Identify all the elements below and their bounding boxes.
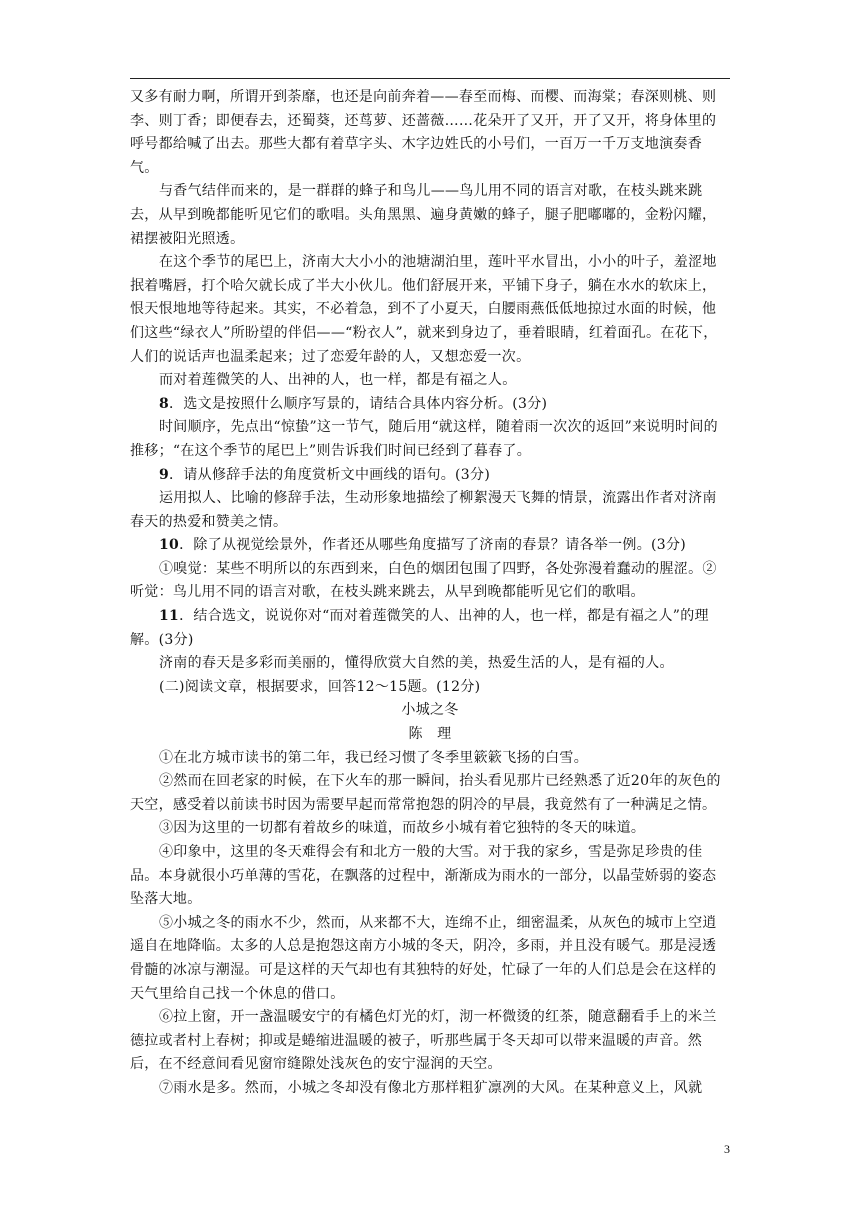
article-paragraph: ①在北方城市读书的第二年，我已经习惯了冬季里簌簌飞扬的白雪。 [159,749,588,766]
header-rule [130,78,730,79]
article-paragraph: ④印象中，这里的冬天难得会有和北方一般的大雪。对于我的家乡，雪是弥足珍贵的佳品。本身就很小巧单薄的雪花，在飘落的过程中，渐渐成为雨水的一部分，以晶莹娇弱的姿态坠落大地。 [130,844,717,908]
answer-10: ①嗅觉：某些不明所以的东西到来，白色的烟团包围了四野，各处弥漫着蠢动的腥涩。②听觉：鸟儿用不同的语言对歌，在枝头跳来跳去，从早到晚都能听见它们的歌唱。 [130,560,717,601]
question-number: 9 [159,466,170,483]
question-text: ．除了从视觉绘景外，作者还从哪些角度描写了济南的春景？请各举一例。(3分) [179,537,687,554]
text-paragraph: 又多有耐力啊，所谓开到荼靡，也还是向前奔着——春至而梅、而樱、而海棠；春深则桃、则李、则丁香；即便春去，还蜀葵，还茑萝、还蔷薇……花朵开了又开，开了又开，将身体里的呼号都给喊了出去。那些大都有着草字头、木字边姓氏的小号们，一百万一千万支地演奏香气。 [130,89,717,176]
question-text: ．选文是按照什么顺序写景的，请结合具体内容分析。(3分) [169,395,548,412]
page-body [130,86,730,1101]
answer-11: 济南的春天是多彩而美丽的，懂得欣赏大自然的美，热爱生活的人，是有福的人。 [159,655,674,672]
question-number: 11 [159,608,180,625]
question-9 [130,464,730,488]
article-paragraph: ②然而在回老家的时候，在下火车的那一瞬间，抬头看见那片已经熟悉了近20年的灰色的天空，感受着以前读书时因为需要早起而常常抱怨的阴冷的早晨，我竟然有了一种满足之情。 [130,773,721,813]
answer-8: 时间顺序，先点出“惊蛰”这一节气，随后用“就这样，随着雨一次次的返回”来说明时间的推移；“在这个季节的尾巴上”则告诉我们时间已经到了暮春了。 [130,419,718,459]
text-paragraph: 在这个季节的尾巴上，济南大大小小的池塘湖泊里，莲叶平水冒出，小小的叶子，羞涩地抿着嘴唇，打个哈欠就长成了半大小伙儿。他们舒展开来，平铺下身子，躺在水水的软床上，恨天恨地地等待起来。其实，不必着急，到不了小夏天，白腰雨燕低低地掠过水面的时候，他们这些“绿衣人”所盼望的伴侣——“粉衣人”，就来到身边了，垂着眼睛，红着面孔。在花下，人们的说话声也温柔起来；过了恋爱年龄的人，又想恋爱一次。 [130,254,718,365]
question-8 [130,393,730,417]
text-paragraph: 而对着莲微笑的人、出神的人，也一样，都是有福之人。 [159,372,517,389]
question-number: 8 [159,395,170,412]
article-paragraph: ⑤小城之冬的雨水不少，然而，从来都不大，连绵不止，细密温柔，从灰色的城市上空逍遥自在地降临。太多的人总是抱怨这南方小城的冬天，阴冷，多雨，并且没有暖气。那是浸透骨髓的冰凉与潮湿。可是这样的天气却也有其独特的好处，忙碌了一年的人们总是会在这样的天气里给自己找一个休息的借口。 [130,914,717,1002]
article-paragraph: ③因为这里的一切都有着故乡的味道，而故乡小城有着它独特的冬天的味道。 [159,820,646,837]
question-10 [130,534,730,558]
answer-9: 运用拟人、比喻的修辞手法，生动形象地描绘了柳絮漫天飞舞的情景，流露出作者对济南春天的热爱和赞美之情。 [130,490,717,530]
section-heading: (二)阅读文章，根据要求，回答12～15题。(12分) [159,678,481,695]
article-author: 陈 理 [408,726,452,743]
question-number: 10 [159,537,180,554]
article-paragraph: ⑥拉上窗，开一盏温暖安宁的有橘色灯光的灯，沏一杯微烫的红茶，随意翻看手上的米兰德拉或者村上春树；抑或是蜷缩进温暖的被子，听那些属于冬天却可以带来温暖的声音。然后，在不经意间看见窗帘缝隙处浅灰色的安宁湿润的天空。 [130,1009,717,1073]
question-text: ．结合选文，说说你对“而对着莲微笑的人、出神的人，也一样，都是有福之人”的理解。(3分) [130,608,709,648]
question-text: ．请从修辞手法的角度赏析文中画线的语句。(3分) [169,466,491,483]
question-11 [130,605,730,652]
text-paragraph: 与香气结伴而来的，是一群群的蜂子和鸟儿——鸟儿用不同的语言对歌，在枝头跳来跳去，从早到晚都能听见它们的歌唱。头角黑黑、遍身黄嫩的蜂子，腿子肥嘟嘟的，金粉闪耀，裙摆被阳光照透。 [130,183,717,247]
article-title: 小城之冬 [401,702,459,719]
article-paragraph: ⑦雨水是多。然而，小城之冬却没有像北方那样粗犷凛冽的大风。在某种意义上，风就 [159,1079,703,1096]
page-number: 3 [724,1142,730,1156]
